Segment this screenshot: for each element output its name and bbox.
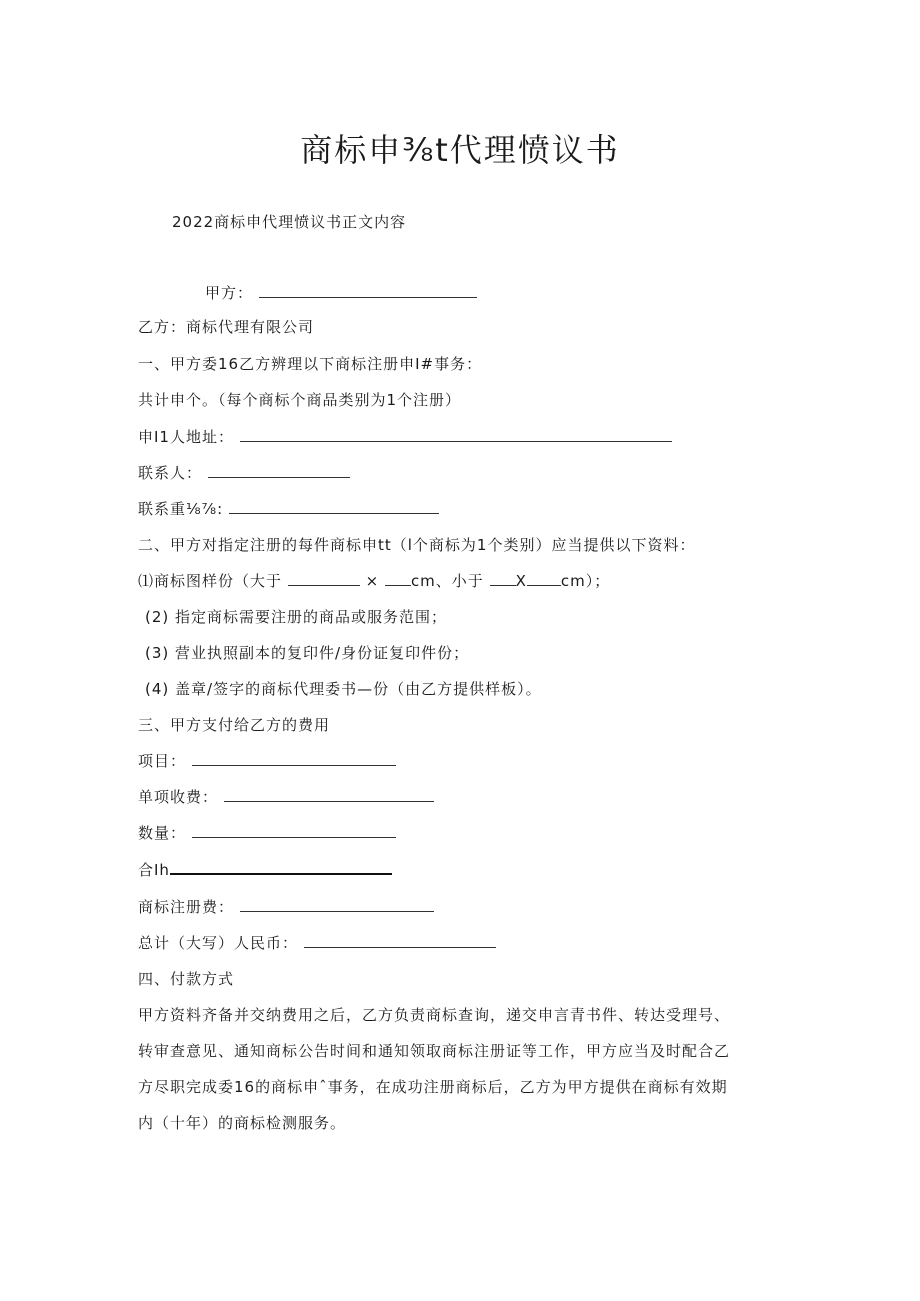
item2-line: (2) 指定商标需要注册的商品或服务范围； [145, 608, 448, 626]
total-label: 总计（大写）人民币： [138, 934, 299, 952]
section2-heading: 二、甲方对指定注册的每件商标申tt（l个商标为1个类别）应当提供以下资料： [138, 536, 696, 554]
item-name-line [138, 750, 396, 772]
quantity-label: 数量： [138, 824, 187, 842]
item1-size-blank-4[interactable] [527, 570, 561, 586]
phone-label: 联系重⅛⅞: [138, 500, 224, 518]
total-blank[interactable] [304, 932, 496, 948]
contact-blank[interactable] [208, 462, 350, 478]
address-blank[interactable] [240, 426, 672, 442]
phone-blank[interactable] [229, 498, 439, 514]
item4-line: (4) 盖章/签字的商标代理委书—份（由乙方提供样板）。 [145, 680, 542, 698]
payment-line-2: 转审查意见、通知商标公告时间和通知领取商标注册证等工作，甲方应当及时配合乙 [138, 1042, 731, 1060]
subtotal-label: 合Ih [138, 861, 170, 879]
item1-prefix: ⑴商标图样份（大于 [138, 572, 283, 590]
total-line [138, 932, 496, 954]
party-a-label: 甲方： [205, 284, 254, 302]
unit-fee-label: 单项收费： [138, 788, 219, 806]
reg-fee-blank[interactable] [240, 896, 434, 912]
subtotal-line [138, 858, 392, 881]
party-a-line [205, 282, 477, 304]
subtotal-blank[interactable] [170, 858, 392, 875]
payment-line-4: 内（十年）的商标检测服务。 [138, 1114, 347, 1132]
item1-times-2: X [515, 572, 527, 590]
contact-line [138, 462, 350, 484]
section1-heading: 一、甲方委16乙方辨理以下商标注册申I#事务： [138, 355, 483, 373]
unit-fee-line [138, 786, 434, 808]
payment-line-1: 甲方资料齐备并交纳费用之后，乙方负责商标查询，递交申言青书件、转达受理号、 [138, 1006, 731, 1024]
address-line [138, 426, 672, 448]
item1-cm-label-1: cm、小于 [410, 572, 484, 590]
item3-line: (3) 营业执照副本的复印件/身份证复印件份； [145, 644, 470, 662]
document-subtitle: 2022商标申代理愤议书正文内容 [172, 213, 407, 231]
phone-line [138, 498, 439, 520]
item1-times-1: × [365, 572, 380, 590]
item1-cm-label-2: cm）； [560, 572, 611, 590]
item-name-label: 项目： [138, 752, 187, 770]
item-name-blank[interactable] [192, 750, 396, 766]
reg-fee-line [138, 896, 434, 918]
document-title: 商标申⅜t代理愤议书 [300, 131, 620, 169]
party-b-line: 乙方：商标代理有限公司 [138, 318, 315, 336]
contact-label: 联系人： [138, 464, 203, 482]
payment-line-3: 方尽职完成委16的商标申ˆ事务，在成功注册商标后，乙方为甲方提供在商标有效期 [138, 1078, 728, 1096]
item1-size-blank-3[interactable] [490, 570, 516, 586]
unit-fee-blank[interactable] [224, 786, 434, 802]
payment-paragraph [138, 997, 778, 1141]
reg-fee-label: 商标注册费： [138, 898, 235, 916]
count-line: 共计申个。（每个商标个商品类别为1个注册） [138, 391, 462, 409]
quantity-blank[interactable] [192, 822, 396, 838]
item1-line [138, 570, 610, 592]
section3-heading: 三、甲方支付给乙方的费用 [138, 716, 331, 734]
party-a-blank[interactable] [259, 282, 477, 298]
section4-heading: 四、付款方式 [138, 970, 235, 988]
quantity-line [138, 822, 396, 844]
item1-size-blank-1[interactable] [288, 570, 360, 586]
item1-size-blank-2[interactable] [385, 570, 411, 586]
address-label: 申I1人地址： [138, 428, 234, 446]
